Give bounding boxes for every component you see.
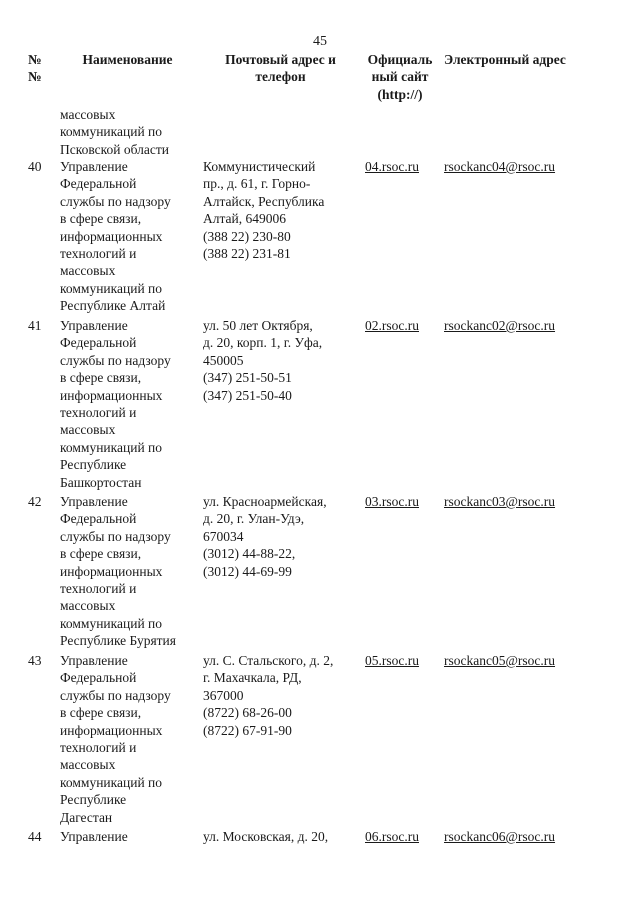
name-line: технологий и bbox=[60, 581, 137, 597]
address-line: (3012) 44-69-99 bbox=[203, 563, 292, 579]
name-line: в сфере связи, bbox=[60, 211, 142, 227]
address-line: ул. Красноармейская, bbox=[203, 494, 327, 509]
row-name bbox=[60, 493, 200, 650]
address-line: Алтай, 649006 bbox=[203, 211, 287, 227]
site-link[interactable]: 05.rsoc.ru bbox=[365, 653, 419, 668]
name-line: массовых bbox=[60, 757, 116, 773]
address-line: ул. С. Стальского, д. 2, bbox=[203, 653, 334, 668]
name-line: Башкортостан bbox=[60, 474, 142, 490]
name-line: службы по надзору bbox=[60, 352, 171, 368]
name-line: Управление bbox=[60, 829, 128, 844]
address-line: 367000 bbox=[203, 687, 244, 703]
site-link[interactable]: 02.rsoc.ru bbox=[365, 318, 419, 333]
name-line: службы по надзору bbox=[60, 687, 171, 703]
name-line: технологий и bbox=[60, 405, 137, 421]
address-line: (388 22) 231-81 bbox=[203, 246, 291, 262]
name-line: в сфере связи, bbox=[60, 546, 142, 562]
header-name-line: Наименование bbox=[82, 52, 173, 67]
row-number: 42 bbox=[28, 494, 42, 509]
name-line: службы по надзору bbox=[60, 528, 171, 544]
row-number: 41 bbox=[28, 318, 42, 333]
address-line: 670034 bbox=[203, 528, 244, 544]
header-site-line: (http://) bbox=[377, 86, 423, 102]
row-name bbox=[60, 828, 200, 845]
address-line: 450005 bbox=[203, 352, 244, 368]
name-line: Управление bbox=[60, 653, 128, 668]
row-number: 40 bbox=[28, 159, 42, 174]
name-line: Федеральной bbox=[60, 176, 137, 192]
address-line: Коммунистический bbox=[203, 159, 316, 174]
site-link[interactable]: 04.rsoc.ru bbox=[365, 159, 419, 174]
email-link[interactable]: rsockanc05@rsoc.ru bbox=[444, 653, 556, 668]
name-line: Республике Алтай bbox=[60, 298, 166, 314]
row-name bbox=[60, 317, 200, 491]
name-line: информационных bbox=[60, 387, 163, 403]
name-line: Федеральной bbox=[60, 335, 137, 351]
name-line: Управление bbox=[60, 159, 128, 174]
address-line: (8722) 68-26-00 bbox=[203, 705, 292, 721]
email-link[interactable]: rsockanc03@rsoc.ru bbox=[444, 494, 556, 509]
header-site-line: Официаль bbox=[367, 52, 433, 67]
name-line: Дагестан bbox=[60, 809, 113, 825]
row-address bbox=[203, 828, 358, 845]
header-num bbox=[28, 51, 54, 86]
address-line: ул. Московская, д. 20, bbox=[203, 829, 329, 844]
address-line: пр., д. 61, г. Горно- bbox=[203, 176, 311, 192]
name-line: информационных bbox=[60, 722, 163, 738]
header-num-line: № bbox=[28, 69, 42, 85]
row-address bbox=[203, 317, 358, 404]
email-link[interactable]: rsockanc04@rsoc.ru bbox=[444, 159, 556, 174]
header-address bbox=[208, 51, 353, 86]
continuation-name bbox=[60, 106, 200, 158]
name-line: Управление bbox=[60, 318, 128, 333]
row-number: 43 bbox=[28, 653, 42, 668]
row-address bbox=[203, 493, 358, 580]
header-num-line: № bbox=[28, 52, 42, 67]
row-name bbox=[60, 158, 200, 315]
email-link[interactable]: rsockanc06@rsoc.ru bbox=[444, 829, 556, 844]
name-line: Федеральной bbox=[60, 511, 137, 527]
row-address bbox=[203, 158, 358, 262]
name-line: массовых bbox=[60, 263, 116, 279]
header-email-line: Электронный адрес bbox=[444, 52, 566, 67]
name-line: Республике Бурятия bbox=[60, 633, 176, 649]
site-link[interactable]: 03.rsoc.ru bbox=[365, 494, 419, 509]
name-line: массовых bbox=[60, 598, 116, 614]
header-email bbox=[444, 51, 634, 68]
page-number: 45 bbox=[313, 34, 327, 49]
name-line: в сфере связи, bbox=[60, 370, 142, 386]
row-number: 44 bbox=[28, 829, 42, 844]
name-line: Псковской области bbox=[60, 141, 170, 157]
name-line: Республике bbox=[60, 457, 127, 473]
address-line: (3012) 44-88-22, bbox=[203, 546, 296, 562]
name-line: технологий и bbox=[60, 740, 137, 756]
name-line: коммуникаций по bbox=[60, 615, 163, 631]
address-line: (347) 251-50-51 bbox=[203, 370, 292, 386]
address-line: (347) 251-50-40 bbox=[203, 387, 292, 403]
address-line: ул. 50 лет Октября, bbox=[203, 318, 313, 333]
address-line: д. 20, г. Улан-Удэ, bbox=[203, 511, 305, 527]
name-line: коммуникаций по bbox=[60, 280, 163, 296]
row-address bbox=[203, 652, 358, 739]
address-line: (8722) 67-91-90 bbox=[203, 722, 292, 738]
header-address-line: Почтовый адрес и bbox=[225, 52, 336, 67]
address-line: Алтайск, Республика bbox=[203, 193, 325, 209]
site-link[interactable]: 06.rsoc.ru bbox=[365, 829, 419, 844]
name-line: коммуникаций по bbox=[60, 124, 163, 140]
name-line: в сфере связи, bbox=[60, 705, 142, 721]
name-line: Федеральной bbox=[60, 670, 137, 686]
row-name bbox=[60, 652, 200, 826]
header-address-line: телефон bbox=[255, 69, 306, 85]
header-site bbox=[362, 51, 438, 103]
address-line: г. Махачкала, РД, bbox=[203, 670, 302, 686]
name-line: Управление bbox=[60, 494, 128, 509]
address-line: д. 20, корп. 1, г. Уфа, bbox=[203, 335, 323, 351]
name-line: Республике bbox=[60, 792, 127, 808]
name-line: коммуникаций по bbox=[60, 439, 163, 455]
name-line: массовых bbox=[60, 422, 116, 438]
name-line: технологий и bbox=[60, 246, 137, 262]
name-line: массовых bbox=[60, 107, 116, 122]
name-line: коммуникаций по bbox=[60, 774, 163, 790]
header-site-line: ный сайт bbox=[371, 69, 429, 85]
name-line: информационных bbox=[60, 563, 163, 579]
email-link[interactable]: rsockanc02@rsoc.ru bbox=[444, 318, 556, 333]
name-line: службы по надзору bbox=[60, 193, 171, 209]
name-line: информационных bbox=[60, 228, 163, 244]
header-name bbox=[60, 51, 195, 68]
address-line: (388 22) 230-80 bbox=[203, 228, 291, 244]
